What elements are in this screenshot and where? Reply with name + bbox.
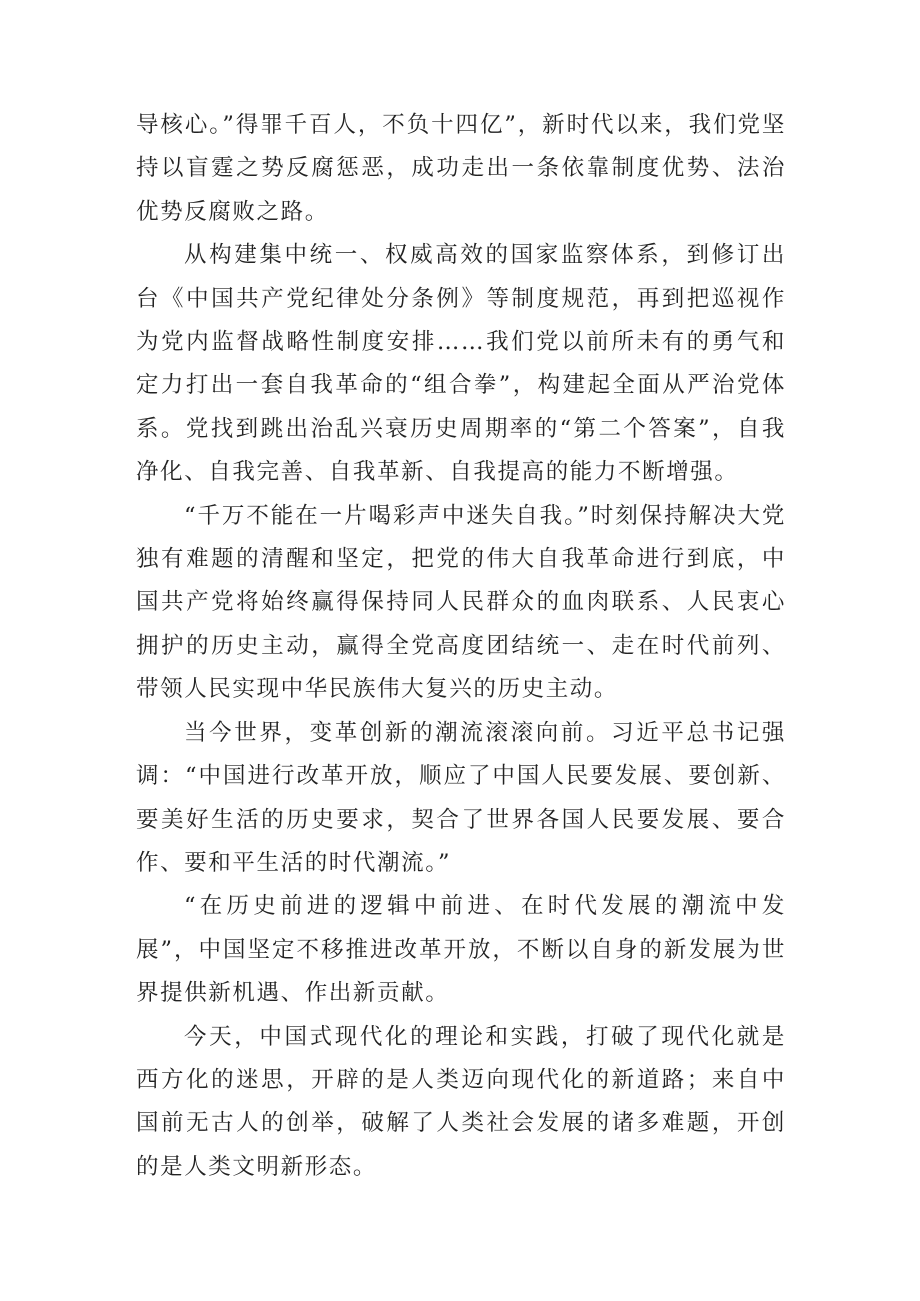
paragraph-5: “在历史前进的逻辑中前进、在时代发展的潮流中发展”，中国坚定不移推进改革开放，不断以自身的新发展为世界提供新机遇、作出新贡献。 [136,893,786,1007]
paragraph-6: 今天，中国式现代化的理论和实践，打破了现代化就是西方化的迷思，开辟的是人类迈向现代化的新道路；来自中国前无古人的创举，破解了人类社会发展的诸多难题，开创的是人类文明新形态。 [136,1023,786,1180]
paragraph-2: 从构建集中统一、权威高效的国家监察体系，到修订出台《中国共产党纪律处分条例》等制度规范，再到把巡视作为党内监督战略性制度安排……我们党以前所未有的勇气和定力打出一套自我革命的“组合拳”，构建起全面从严治党体系。党找到跳出治乱兴衰历史周期率的“第二个答案”，自我净化、自我完善、自我革新、自我提高的能力不断增强。 [136,242,786,486]
paragraph-4: 当今世界，变革创新的潮流滚滚向前。习近平总书记强调：“中国进行改革开放，顺应了中国人民要发展、要创新、要美好生活的历史要求，契合了世界各国人民要发展、要合作、要和平生活的时代潮流。” [136,719,786,876]
paragraph-1-continued: 导核心。”得罪千百人，不负十四亿”，新时代以来，我们党坚持以盲霆之势反腐惩恶，成功走出一条依靠制度优势、法治优势反腐败之路。 [136,112,786,225]
paragraph-3: “千万不能在一片喝彩声中迷失自我。”时刻保持解决大党独有难题的清醒和坚定，把党的伟大自我革命进行到底，中国共产党将始终赢得保持同人民群众的血肉联系、人民衷心拥护的历史主动，赢得全党高度团结统一、走在时代前列、带领人民实现中华民族伟大复兴的历史主动。 [136,502,786,703]
document-body [136,104,786,1189]
